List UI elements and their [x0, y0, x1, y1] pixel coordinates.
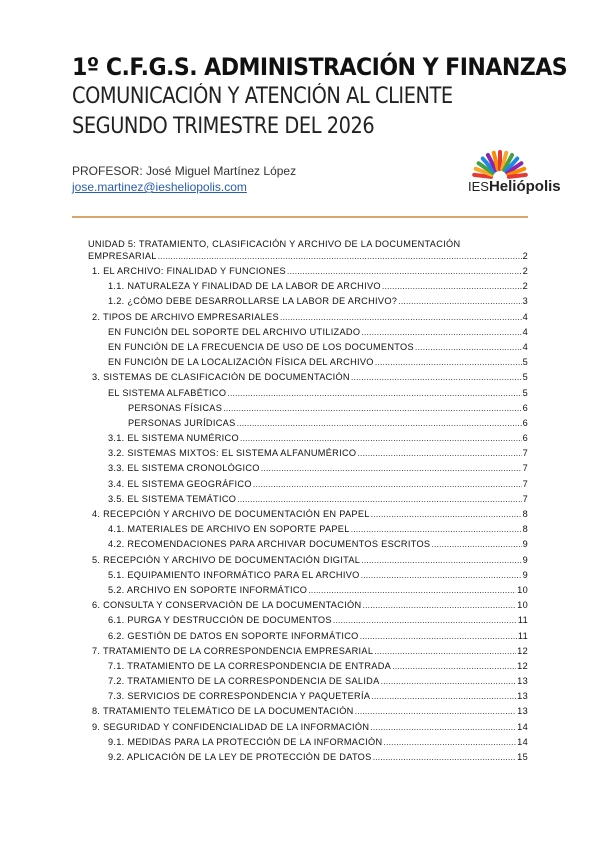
toc-leader-dots	[361, 570, 522, 580]
toc-entry-page: 8	[522, 524, 528, 535]
toc-entry-page: 7	[522, 493, 528, 504]
toc-leader-dots	[371, 691, 516, 701]
toc-entry-label: EL SISTEMA ALFABÉTICO	[108, 387, 227, 398]
toc-entry-label: PERSONAS JURÍDICAS	[128, 417, 236, 428]
toc-entry-label: 4.1. MATERIALES DE ARCHIVO EN SOPORTE PAPEL	[108, 524, 350, 535]
teacher-email-link[interactable]: jose.martinez@iesheliopolis.com	[72, 180, 247, 194]
toc-entry-unit[interactable]	[88, 238, 528, 262]
toc-leader-dots	[415, 342, 522, 352]
school-logo	[468, 150, 561, 196]
toc-entry[interactable]	[88, 555, 528, 570]
toc-leader-dots	[360, 631, 517, 641]
document-header	[72, 52, 568, 142]
toc-entry[interactable]	[88, 388, 528, 403]
toc-leader-dots	[227, 388, 521, 398]
toc-entry-page: 14	[517, 736, 528, 747]
toc-entry-page: 7	[522, 448, 528, 459]
toc-entry[interactable]	[88, 585, 528, 600]
toc-entry[interactable]	[88, 752, 528, 767]
toc-entry-page: 4	[522, 326, 528, 337]
toc-entry[interactable]	[88, 463, 528, 478]
toc-entry[interactable]	[88, 418, 528, 433]
toc-entry[interactable]	[88, 646, 528, 661]
toc-entry[interactable]	[88, 737, 528, 752]
toc-entry-label: 7.3. SERVICIOS DE CORRESPONDENCIA Y PAQUETERÍA	[108, 691, 371, 702]
toc-entry-label: 9. SEGURIDAD Y CONFIDENCIALIDAD DE LA INFORMACIÓN	[92, 721, 370, 732]
toc-entry-label: 7.2. TRATAMIENTO DE LA CORRESPONDENCIA DE SALIDA	[108, 676, 380, 687]
toc-entry-page: 12	[517, 660, 528, 671]
toc-leader-dots	[383, 737, 516, 747]
toc-entry[interactable]	[88, 433, 528, 448]
header-divider	[72, 216, 528, 218]
toc-leader-dots	[237, 494, 521, 504]
toc-entry-page: 12	[517, 645, 528, 656]
toc-entry-page: 9	[522, 539, 528, 550]
toc-leader-dots	[158, 250, 522, 262]
toc-entry-label: 3.2. SISTEMAS MIXTOS: EL SISTEMA ALFANUMÉRICO	[108, 448, 357, 459]
toc-entry-label: EN FUNCIÓN DEL SOPORTE DEL ARCHIVO UTILIZADO	[108, 326, 361, 337]
toc-entry[interactable]	[88, 372, 528, 387]
toc-entry-page: 11	[517, 630, 528, 641]
term-title: SEGUNDO TRIMESTRE DEL 2026	[72, 114, 375, 139]
toc-entry[interactable]	[88, 524, 528, 539]
toc-entry-label: 3.1. EL SISTEMA NUMÉRICO	[108, 433, 239, 444]
toc-leader-dots	[261, 463, 522, 473]
toc-entry-page: 2	[522, 281, 528, 292]
toc-entry[interactable]	[88, 676, 528, 691]
toc-entry-label: 4.2. RECOMENDACIONES PARA ARCHIVAR DOCUMENTOS ESCRITOS	[108, 539, 431, 550]
toc-leader-dots	[381, 676, 517, 686]
toc-entry-page: 6	[522, 402, 528, 413]
toc-entry[interactable]	[88, 296, 528, 311]
toc-entry[interactable]	[88, 661, 528, 676]
toc-leader-dots	[240, 433, 522, 443]
toc-leader-dots	[374, 646, 516, 656]
toc-entry-label: 9.1. MEDIDAS PARA LA PROTECCIÓN DE LA INFORMACIÓN	[108, 736, 383, 747]
toc-entry[interactable]	[88, 509, 528, 524]
toc-leader-dots	[361, 327, 521, 337]
toc-entry[interactable]	[88, 327, 528, 342]
table-of-contents	[88, 238, 528, 767]
toc-entry[interactable]	[88, 448, 528, 463]
toc-entry[interactable]	[88, 403, 528, 418]
toc-entry[interactable]	[88, 494, 528, 509]
toc-entry-page: 2	[522, 251, 528, 261]
toc-entry-page: 2	[522, 266, 528, 276]
toc-entry-label: 1.1. NATURALEZA Y FINALIDAD DE LA LABOR DE ARCHIVO	[108, 281, 381, 292]
toc-entry-label: 2. TIPOS DE ARCHIVO EMPRESARIALES	[92, 311, 279, 322]
school-logo-text	[468, 178, 561, 195]
toc-entry[interactable]	[88, 706, 528, 721]
toc-entry-label: EN FUNCIÓN DE LA LOCALIZACIÓN FÍSICA DEL ARCHIVO	[108, 357, 374, 368]
toc-entry-page: 5	[522, 372, 528, 383]
toc-entry-label: PERSONAS FÍSICAS	[128, 402, 223, 413]
toc-entry-label: 6.2. GESTIÓN DE DATOS EN SOPORTE INFORMÁTICO	[108, 630, 359, 641]
toc-entry-label: 4. RECEPCIÓN Y ARCHIVO DE DOCUMENTACIÓN EN PAPEL	[92, 509, 370, 519]
toc-entry-label: 7.1. TRATAMIENTO DE LA CORRESPONDENCIA DE ENTRADA	[108, 660, 392, 671]
toc-entry-page: 5	[522, 387, 528, 398]
toc-leader-dots	[355, 706, 517, 716]
toc-leader-dots	[357, 448, 521, 458]
toc-entry-label: 1. EL ARCHIVO: FINALIDAD Y FUNCIONES	[92, 266, 286, 276]
toc-leader-dots	[253, 479, 522, 489]
logo-prefix: IES	[468, 179, 489, 194]
toc-entry-label: 9.2. APLICACIÓN DE LA LEY DE PROTECCIÓN DE DATOS	[108, 752, 372, 762]
toc-entry[interactable]	[88, 539, 528, 554]
toc-leader-dots	[371, 509, 522, 519]
toc-entry-label: 7. TRATAMIENTO DE LA CORRESPONDENCIA EMPRESARIAL	[92, 645, 374, 656]
toc-entry-page: 6	[522, 433, 528, 444]
toc-entry[interactable]	[88, 722, 528, 737]
toc-entry[interactable]	[88, 357, 528, 372]
course-title: 1º C.F.G.S. ADMINISTRACIÓN Y FINANZAS	[72, 53, 568, 81]
toc-entry-label: 6. CONSULTA Y CONSERVACIÓN DE LA DOCUMENTACIÓN	[92, 600, 362, 611]
toc-leader-dots	[431, 539, 521, 549]
toc-leader-dots	[361, 555, 521, 565]
toc-entry-label: EN FUNCIÓN DE LA FRECUENCIA DE USO DE LOS DOCUMENTOS	[108, 341, 414, 352]
toc-leader-dots	[333, 615, 517, 625]
toc-entry-page: 4	[522, 341, 528, 352]
toc-leader-dots	[351, 372, 522, 382]
toc-entry[interactable]	[88, 570, 528, 585]
toc-entry-page: 13	[517, 706, 528, 717]
toc-entry-label: 5.1. EQUIPAMIENTO INFORMÁTICO PARA EL ARCHIVO	[108, 569, 360, 580]
toc-entry[interactable]	[88, 342, 528, 357]
toc-entry-label: UNIDAD 5: TRATAMIENTO, CLASIFICACIÓN Y ARCHIVO DE LA DOCUMENTACIÓN	[88, 239, 461, 249]
toc-leader-dots	[351, 524, 522, 534]
toc-entry-page: 7	[522, 478, 528, 489]
toc-entry-label: 5.2. ARCHIVO EN SOPORTE INFORMÁTICO	[108, 584, 308, 595]
toc-entry-label: 3.5. EL SISTEMA TEMÁTICO	[108, 493, 237, 504]
logo-ray	[509, 175, 526, 177]
toc-leader-dots	[308, 585, 516, 595]
toc-entry-page: 8	[522, 509, 528, 519]
toc-entry[interactable]	[88, 600, 528, 615]
toc-entry-label: 1.2. ¿CÓMO DEBE DESARROLLARSE LA LABOR DE ARCHIVO?	[108, 296, 398, 307]
toc-leader-dots	[280, 312, 522, 322]
toc-entry-page: 10	[517, 600, 528, 611]
toc-leader-dots	[287, 266, 522, 276]
toc-entry-label: 6.1. PURGA Y DESTRUCCIÓN DE DOCUMENTOS	[108, 615, 332, 626]
toc-entry-page: 15	[517, 752, 528, 762]
toc-entry-label: 5. RECEPCIÓN Y ARCHIVO DE DOCUMENTACIÓN DIGITAL	[92, 554, 361, 565]
subject-title: COMUNICACIÓN Y ATENCIÓN AL CLIENTE	[72, 84, 453, 109]
toc-entry-label: 8. TRATAMIENTO TELEMÁTICO DE LA DOCUMENTACIÓN	[92, 706, 354, 717]
toc-entry-page: 9	[522, 554, 528, 565]
toc-entry-page: 4	[522, 311, 528, 322]
sunburst-logo-icon	[468, 150, 532, 180]
toc-entry[interactable]	[88, 281, 528, 296]
toc-entry-page: 7	[522, 463, 528, 474]
logo-name: Heliópolis	[488, 178, 561, 195]
toc-leader-dots	[223, 403, 521, 413]
toc-entry-label: 3. SISTEMAS DE CLASIFICACIÓN DE DOCUMENTACIÓN	[92, 372, 350, 383]
toc-entry-label: 3.3. EL SISTEMA CRONOLÓGICO	[108, 463, 260, 474]
toc-leader-dots	[398, 296, 521, 306]
toc-entry-page: 9	[522, 569, 528, 580]
toc-leader-dots	[237, 418, 522, 428]
toc-entry-page: 10	[517, 584, 528, 595]
toc-entry-page: 5	[522, 357, 528, 368]
toc-entry-page: 13	[517, 691, 528, 702]
toc-entry-page: 6	[522, 417, 528, 428]
toc-entry[interactable]	[88, 631, 528, 646]
toc-leader-dots	[392, 661, 516, 671]
toc-entry[interactable]	[88, 691, 528, 706]
toc-leader-dots	[362, 600, 516, 610]
toc-leader-dots	[382, 281, 522, 291]
toc-leader-dots	[375, 357, 522, 367]
toc-entry-page: 13	[517, 676, 528, 687]
toc-entry-label: 3.4. EL SISTEMA GEOGRÁFICO	[108, 478, 252, 489]
toc-leader-dots	[373, 752, 517, 762]
toc-entry-page: 14	[517, 721, 528, 732]
teacher-name: PROFESOR: José Miguel Martínez López	[72, 164, 297, 178]
toc-leader-dots	[370, 722, 516, 732]
toc-entry-page: 3	[522, 296, 528, 307]
toc-entry[interactable]	[88, 615, 528, 630]
toc-entry-label-cont: EMPRESARIAL	[88, 251, 157, 261]
toc-entry[interactable]	[88, 312, 528, 327]
toc-entry[interactable]	[88, 479, 528, 494]
toc-entry[interactable]	[88, 266, 528, 281]
toc-entry-page: 11	[517, 615, 528, 626]
